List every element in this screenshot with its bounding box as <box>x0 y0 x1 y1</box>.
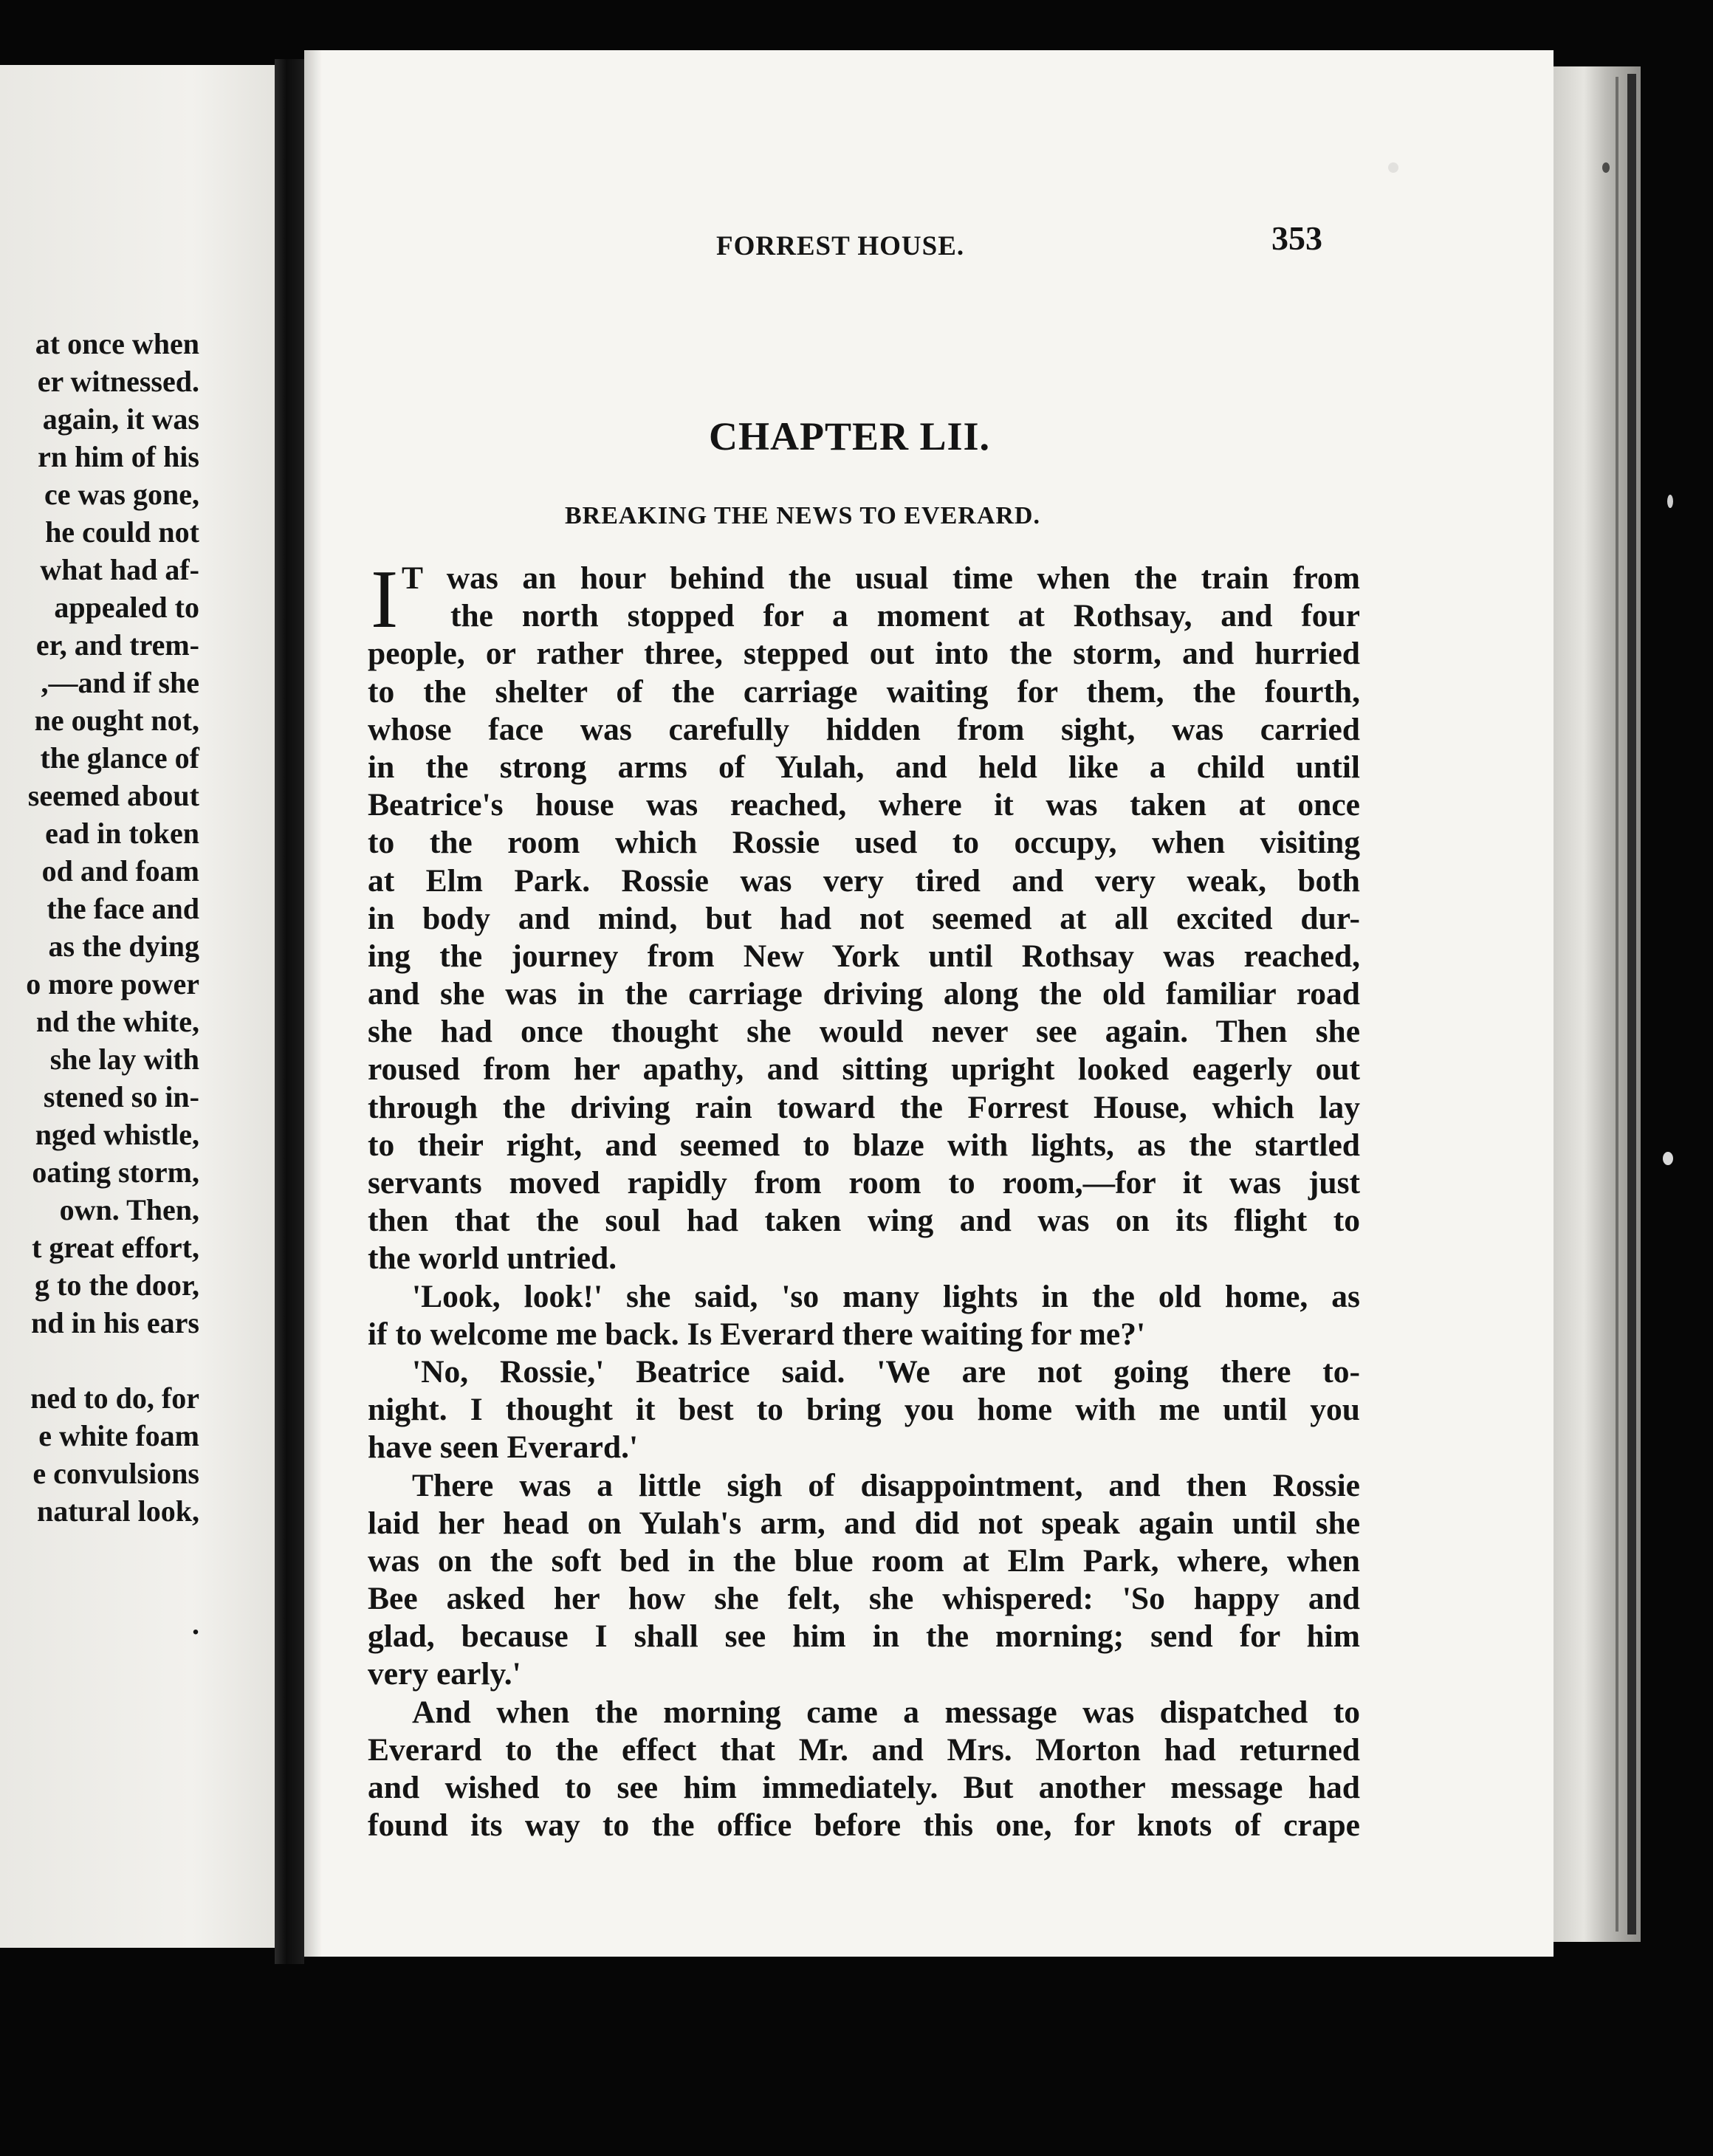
text-line: people, or rather three, stepped out into the storm, and hurried <box>368 636 1360 672</box>
left-text-line: . <box>192 1607 199 1641</box>
left-text-line: e white foam <box>38 1419 199 1452</box>
left-text-line: nd the white, <box>35 1005 199 1038</box>
text-line: the world untried. <box>368 1240 617 1277</box>
text-line: laid her head on Yulah's arm, and did not speak again until she <box>368 1505 1360 1541</box>
first-paragraph-start <box>368 554 1360 645</box>
text-line: found its way to the office before this one, for knots of crape <box>368 1807 1360 1844</box>
left-text-line: ,—and if she <box>41 666 199 699</box>
left-text-line: er witnessed. <box>37 365 199 398</box>
text-line: whose face was carefully hidden from sight, was carried <box>368 711 1360 747</box>
left-text-line: g to the door, <box>35 1268 199 1302</box>
text-line: to the room which Rossie used to occupy, when visiting <box>368 825 1360 861</box>
left-page-text <box>0 65 275 1948</box>
left-text-line: oating storm, <box>32 1156 199 1189</box>
left-text-line: nd in his ears <box>31 1306 199 1339</box>
left-text-line: er, and trem- <box>35 628 199 662</box>
text-line: And when the morning came a message was dispatched to <box>412 1694 1360 1730</box>
text-line: at Elm Park. Rossie was very tired and very weak, both <box>368 862 1360 899</box>
left-text-line: seemed about <box>27 779 199 812</box>
text-line: she had once thought she would never see again. Then she <box>368 1014 1360 1050</box>
left-text-line: at once when <box>35 327 199 360</box>
left-text-line: own. Then, <box>59 1193 199 1226</box>
dust-speck <box>1663 1152 1673 1165</box>
text-line: Beatrice's house was reached, where it was taken at once <box>368 787 1360 823</box>
left-text-line: ce was gone, <box>44 478 199 511</box>
page-number: 353 <box>1271 219 1322 257</box>
text-line: roused from her apathy, and sitting upright looked eagerly out <box>368 1051 1360 1088</box>
dust-speck <box>1388 162 1398 173</box>
left-text-line: ne ought not, <box>34 704 199 737</box>
left-text-line: appealed to <box>54 591 199 624</box>
text-line: if to welcome me back. Is Everard there waiting for me?' <box>368 1316 1146 1352</box>
text-line: have seen Everard.' <box>368 1429 639 1466</box>
left-text-line: he could not <box>45 515 199 549</box>
left-text-line: natural look, <box>36 1494 199 1528</box>
left-text-line: ead in token <box>45 817 199 850</box>
text-line: night. I thought it best to bring you home with me until you <box>368 1392 1360 1428</box>
left-text-line: od and foam <box>41 854 199 888</box>
text-line: was on the soft bed in the blue room at Elm Park, where, when <box>368 1542 1360 1579</box>
left-text-line: stened so in- <box>43 1080 199 1113</box>
text-line: ing the journey from New York until Rothsay was reached, <box>368 938 1360 974</box>
left-page <box>0 65 275 1948</box>
text-line: 'No, Rossie,' Beatrice said. 'We are not going there to- <box>412 1353 1360 1390</box>
left-text-line: e convulsions <box>32 1457 199 1490</box>
text-line: and wished to see him immediately. But another message had <box>368 1770 1360 1805</box>
left-text-line: as the dying <box>48 930 199 963</box>
left-text-line: she lay with <box>49 1043 199 1076</box>
book-cover-edge <box>1627 74 1636 1934</box>
text-line: There was a little sigh of disappointment, and then Rossie <box>412 1467 1360 1503</box>
text-line: the north stopped for a moment at Rothsay, and four <box>450 598 1360 634</box>
chapter-subtitle: BREAKING THE NEWS TO EVERARD. <box>565 502 1040 529</box>
left-text-line: the glance of <box>40 741 199 775</box>
left-text-line: o more power <box>26 967 199 1000</box>
text-line: to the shelter of the carriage waiting for them, the fourth, <box>368 673 1360 710</box>
gutter-shadow <box>304 50 322 1957</box>
text-line: to their right, and seemed to blaze with lights, as the startled <box>368 1127 1360 1163</box>
text-line: 'Look, look!' she said, 'so many lights in the old home, as <box>412 1278 1360 1314</box>
dust-speck <box>1602 162 1610 173</box>
dust-speck <box>1667 495 1673 508</box>
left-text-line: what had af- <box>40 553 199 586</box>
text-line: Everard to the effect that Mr. and Mrs. Morton had returned <box>368 1731 1360 1768</box>
left-text-line: again, it was <box>42 402 199 436</box>
left-text-line: nged whistle, <box>35 1118 199 1151</box>
left-text-line: the face and <box>47 892 199 925</box>
text-line: T was an hour behind the usual time when the train from <box>402 560 1360 596</box>
left-text-line: t great effort, <box>32 1231 199 1264</box>
drop-cap: I <box>371 554 399 645</box>
left-text-line: rn him of his <box>38 440 199 473</box>
text-line: in the strong arms of Yulah, and held like a child until <box>368 749 1360 785</box>
left-text-line: ned to do, for <box>30 1381 199 1415</box>
running-head: FORREST HOUSE. <box>716 231 965 261</box>
book-gutter <box>275 59 304 1964</box>
text-line: then that the soul had taken wing and was on its flight to <box>368 1203 1360 1239</box>
chapter-title: CHAPTER LII. <box>709 414 991 459</box>
text-line: through the driving rain toward the Forrest House, which lay <box>368 1089 1360 1125</box>
text-line: very early.' <box>368 1656 521 1692</box>
text-line: in body and mind, but had not seemed at all excited dur- <box>368 900 1360 936</box>
text-line: Bee asked her how she felt, she whispered: 'So happy and <box>368 1581 1360 1617</box>
chapter-body <box>368 554 1360 1844</box>
text-line: glad, because I shall see him in the morning; send for him <box>368 1618 1360 1655</box>
text-line: servants moved rapidly from room to room,—for it was just <box>368 1165 1360 1201</box>
page-edge-line <box>1616 77 1618 1932</box>
text-line: and she was in the carriage driving along the old familiar road <box>368 976 1360 1012</box>
